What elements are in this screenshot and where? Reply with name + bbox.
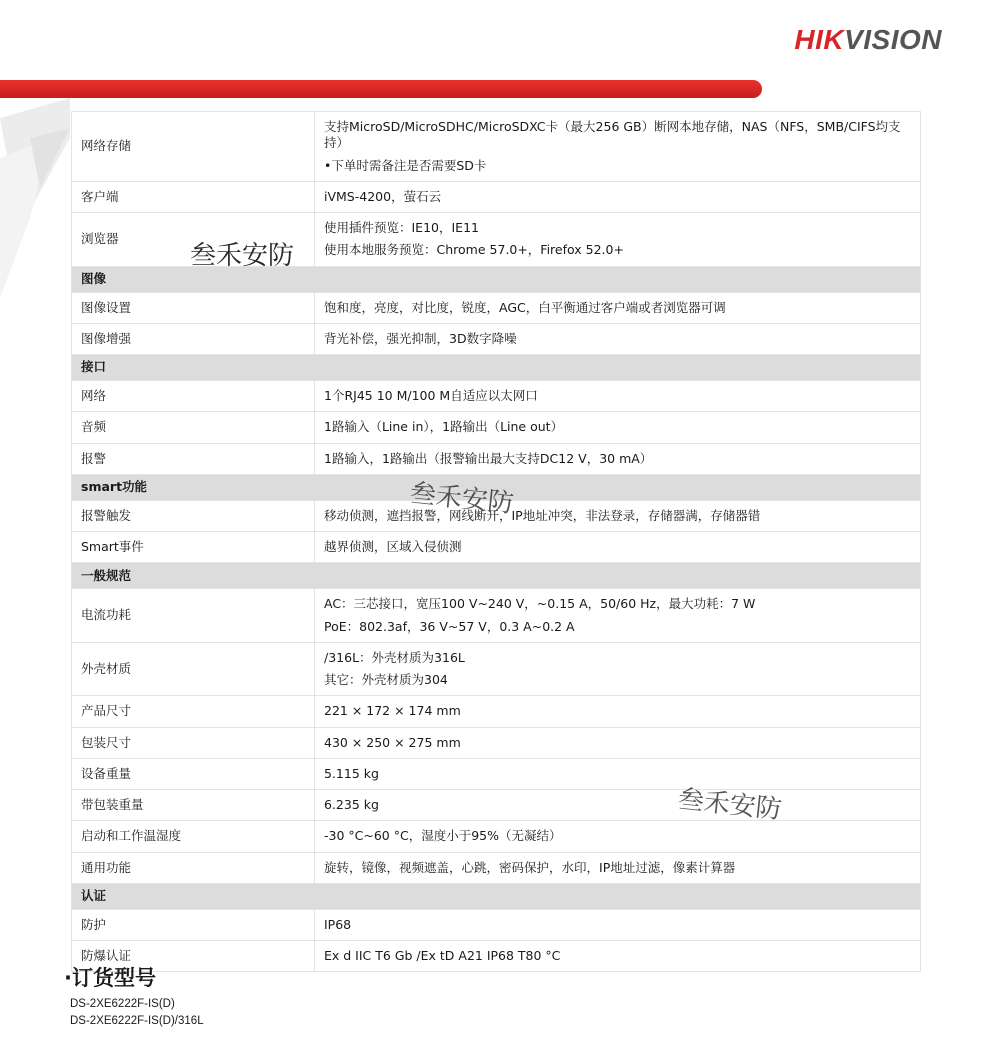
spec-value (315, 941, 921, 972)
spec-row (72, 181, 921, 212)
spec-value-line: 旋转，镜像，视频遮盖，心跳，密码保护，水印，IP地址过滤，像素计算器 (324, 859, 736, 875)
spec-value (315, 852, 921, 883)
section-title: 认证 (72, 883, 921, 909)
header-red-bar (0, 80, 762, 98)
spec-value (315, 381, 921, 412)
spec-value (315, 323, 921, 354)
spec-row (72, 642, 921, 696)
watermark: 叁禾安防 (676, 784, 784, 826)
hikvision-logo: HIKVISION (794, 24, 942, 55)
spec-value (315, 758, 921, 789)
watermark: 叁禾安防 (408, 478, 516, 520)
spec-row (72, 412, 921, 443)
spec-row (72, 292, 921, 323)
spec-row (72, 500, 921, 531)
spec-row (72, 821, 921, 852)
spec-label: 启动和工作温湿度 (72, 821, 315, 852)
spec-label: 报警 (72, 443, 315, 474)
spec-row (72, 323, 921, 354)
spec-value-line: 使用插件预览：IE10，IE11 (324, 220, 479, 235)
spec-value-line: •下单时需备注是否需要SD卡 (324, 157, 487, 173)
spec-row (72, 790, 921, 821)
spec-value (315, 909, 921, 940)
spec-row (72, 589, 921, 643)
spec-label: 外壳材质 (72, 642, 315, 696)
spec-label: 网络存储 (72, 112, 315, 182)
spec-value-line: /316L：外壳材质为316L (324, 649, 465, 665)
spec-value-line: PoE：802.3af，36 V~57 V，0.3 A~0.2 A (324, 618, 575, 634)
spec-row (72, 381, 921, 412)
spec-value (315, 589, 921, 643)
section-title: 一般规范 (72, 563, 921, 589)
spec-label: 包装尺寸 (72, 727, 315, 758)
spec-row (72, 909, 921, 940)
spec-value-line: 1路输入（Line in），1路输出（Line out） (324, 419, 564, 435)
spec-table (71, 111, 921, 972)
spec-value-line: 1个RJ45 10 M/100 M自适应以太网口 (324, 388, 538, 403)
spec-row (72, 213, 921, 267)
spec-row (72, 727, 921, 758)
section-title: 图像 (72, 266, 921, 292)
section-header (72, 266, 921, 292)
spec-label: 网络 (72, 381, 315, 412)
spec-value (315, 790, 921, 821)
spec-value-line: Ex d IIC T6 Gb /Ex tD A21 IP68 T80 °C (324, 948, 561, 963)
spec-label: 图像增强 (72, 323, 315, 354)
spec-row (72, 443, 921, 474)
section-title: 接口 (72, 355, 921, 381)
spec-label: 产品尺寸 (72, 696, 315, 727)
spec-value-line: 5.115 kg (324, 765, 379, 781)
spec-value-line: AC：三芯接口，宽压100 V~240 V，~0.15 A，50/60 Hz，最大功耗：7 W (324, 596, 756, 612)
watermark: 叁禾安防 (190, 241, 295, 271)
spec-row (72, 112, 921, 182)
spec-value-line: 430 × 250 × 275 mm (324, 734, 461, 750)
order-models (70, 996, 204, 1030)
spec-value-line: 支持MicroSD/MicroSDHC/MicroSDXC卡（最大256 GB）断网本地存储，NAS（NFS，SMB/CIFS均支持） (324, 119, 901, 151)
spec-row (72, 758, 921, 789)
section-header (72, 563, 921, 589)
spec-label: 图像设置 (72, 292, 315, 323)
spec-value (315, 642, 921, 696)
order-model: DS-2XE6222F-IS(D) (70, 998, 175, 1010)
spec-value-line: 其它：外壳材质为304 (324, 672, 448, 687)
spec-value (315, 112, 921, 182)
section-header (72, 474, 921, 500)
spec-label: 客户端 (72, 181, 315, 212)
order-title: ·订货型号 (64, 966, 156, 990)
spec-value (315, 213, 921, 267)
spec-value (315, 412, 921, 443)
spec-value-line: 221 × 172 × 174 mm (324, 703, 461, 719)
spec-value (315, 821, 921, 852)
section-title: smart功能 (72, 474, 921, 500)
spec-label: 浏览器 (72, 213, 315, 267)
spec-label: 设备重量 (72, 758, 315, 789)
section-header (72, 883, 921, 909)
spec-value (315, 532, 921, 563)
order-model: DS-2XE6222F-IS(D)/316L (70, 1015, 204, 1027)
spec-value-line: 越界侦测，区域入侵侦测 (324, 539, 462, 554)
spec-value-line: 1路输入，1路输出（报警输出最大支持DC12 V，30 mA） (324, 450, 653, 466)
spec-label: 防爆认证 (72, 941, 315, 972)
spec-row (72, 941, 921, 972)
spec-label: 防护 (72, 909, 315, 940)
spec-value-line: 饱和度，亮度，对比度，锐度，AGC，白平衡通过客户端或者浏览器可调 (324, 299, 726, 315)
spec-label: 音频 (72, 412, 315, 443)
spec-row (72, 696, 921, 727)
spec-value-line: 使用本地服务预览：Chrome 57.0+，Firefox 52.0+ (324, 242, 624, 258)
spec-label: 通用功能 (72, 852, 315, 883)
spec-value (315, 181, 921, 212)
spec-label: 带包装重量 (72, 790, 315, 821)
spec-row (72, 852, 921, 883)
spec-value (315, 696, 921, 727)
spec-label: Smart事件 (72, 532, 315, 563)
spec-value-line: IP68 (324, 916, 352, 932)
spec-label: 报警触发 (72, 500, 315, 531)
spec-value (315, 727, 921, 758)
spec-row (72, 532, 921, 563)
spec-value-line: 背光补偿，强光抑制，3D数字降噪 (324, 330, 517, 346)
spec-value (315, 292, 921, 323)
decorative-shards (0, 98, 70, 308)
spec-value-line: -30 °C~60 °C，湿度小于95%（无凝结） (324, 828, 562, 844)
spec-value-line: 6.235 kg (324, 797, 379, 812)
spec-value-line: iVMS-4200，萤石云 (324, 188, 442, 204)
spec-value (315, 443, 921, 474)
section-header (72, 355, 921, 381)
spec-value-line: 移动侦测，遮挡报警，网线断开，IP地址冲突，非法登录，存储器满，存储器错 (324, 507, 761, 523)
spec-value (315, 500, 921, 531)
spec-label: 电流功耗 (72, 589, 315, 643)
